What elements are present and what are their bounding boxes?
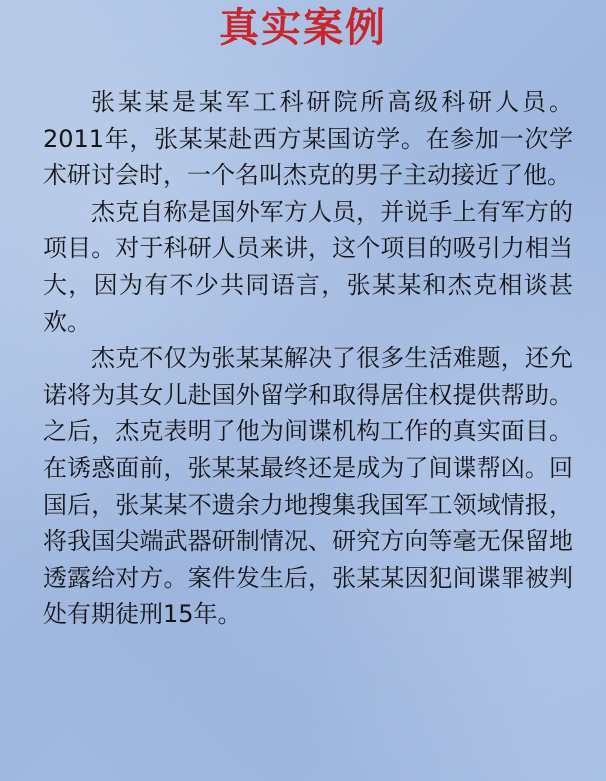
case-body	[43, 84, 573, 633]
page-title: 真实案例	[219, 4, 387, 51]
paragraph-3: 杰克不仅为张某某解决了很多生活难题，还允诺将为其女儿赴国外留学和取得居住权提供帮助。之后，杰克表明了他为间谍机构工作的真实面目。在诱惑面前，张某某最终还是成为了间谍帮凶。回国后，张某某不遗余力地搜集我国军工领域情报，将我国尖端武器研制情况、研究方向等毫无保留地透露给对方。案件发生后，张某某因犯间谍罪被判处有期徒刑15年。	[43, 344, 573, 629]
paragraph-2: 杰克自称是国外军方人员，并说手上有军方的项目。对于科研人员来讲，这个项目的吸引力相当大，因为有不少共同语言，张某某和杰克相谈甚欢。	[43, 197, 573, 336]
paragraph-1: 张某某是某军工科研院所高级科研人员。2011年，张某某赴西方某国访学。在参加一次学术研讨会时，一个名叫杰克的男子主动接近了他。	[43, 88, 573, 190]
